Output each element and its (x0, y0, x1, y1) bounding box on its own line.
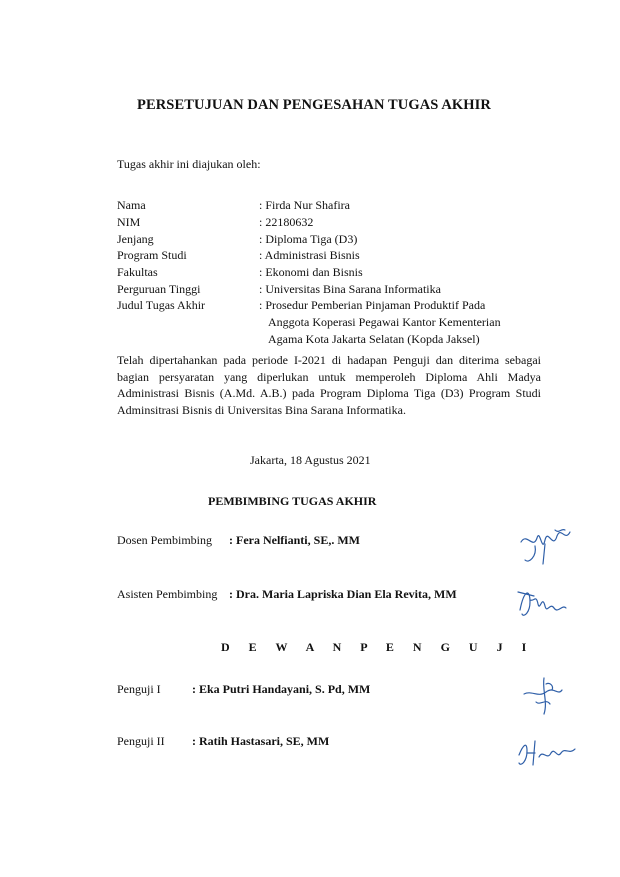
document-title: PERSETUJUAN DAN PENGESAHAN TUGAS AKHIR (137, 97, 492, 113)
assistant-supervisor-label: Asisten Pembimbing (117, 587, 218, 601)
paragraph-line: Adminsitrasi Bisnis di Universitas Bina Sarana Informatika. (117, 402, 406, 417)
examiner-name: : Eka Putri Handayani, S. Pd, MM (192, 682, 371, 696)
field-value-nama: : Firda Nur Shafira (259, 198, 350, 212)
field-label-judul: Judul Tugas Akhir (117, 298, 206, 312)
field-value-judul: : Prosedur Pemberian Pinjaman Produktif Pada (259, 298, 486, 312)
field-value-perguruan-tinggi: : Universitas Bina Sarana Informatika (259, 282, 441, 296)
examiner-heading: D E W A N P E N G U J I (221, 640, 530, 654)
supervisor-heading: PEMBIMBING TUGAS AKHIR (208, 494, 377, 508)
examiner-label: Penguji I (117, 682, 161, 696)
field-label-fakultas: Fakultas (117, 265, 158, 279)
date-place: Jakarta, 18 Agustus 2021 (250, 453, 371, 467)
field-label-nama: Nama (117, 198, 146, 212)
supervisor-label: Dosen Pembimbing (117, 533, 212, 547)
paragraph-line: Administrasi Bisnis (A.Md. A.B.) pada Program Diploma Tiga (D3) Program Studi (117, 386, 541, 400)
paragraph-line: Telah dipertahankan pada periode I-2021 di hadapan Penguji dan diterima sebagai (117, 353, 541, 367)
supervisor-signature (515, 520, 575, 570)
field-value-nim: : 22180632 (259, 215, 314, 229)
supervisor-name: : Fera Nelfianti, SE,. MM (229, 533, 360, 547)
field-value-program-studi: : Administrasi Bisnis (259, 248, 360, 262)
assistant-supervisor-name: : Dra. Maria Lapriska Dian Ela Revita, MM (229, 587, 457, 601)
field-value-fakultas: : Ekonomi dan Bisnis (259, 265, 363, 279)
examiner-name: : Ratih Hastasari, SE, MM (192, 734, 330, 748)
field-label-jenjang: Jenjang (117, 232, 154, 246)
examiner-one-signature (518, 672, 568, 720)
judul-continuation-line: Anggota Koperasi Pegawai Kantor Kementerian (268, 315, 501, 329)
examiner-two-signature (513, 735, 579, 771)
intro-text: Tugas akhir ini diajukan oleh: (117, 157, 261, 171)
field-value-jenjang: : Diploma Tiga (D3) (259, 232, 358, 246)
examiner-label: Penguji II (117, 734, 165, 748)
field-label-program-studi: Program Studi (117, 248, 187, 262)
paragraph-line: bagian persyaratan yang diperlukan untuk memperoleh Diploma Ahli Madya (117, 369, 541, 384)
judul-continuation-line: Agama Kota Jakarta Selatan (Kopda Jaksel) (268, 332, 480, 346)
field-label-perguruan-tinggi: Perguruan Tinggi (117, 282, 201, 296)
approval-paragraph (117, 352, 541, 418)
field-label-nim: NIM (117, 215, 141, 229)
assistant-supervisor-signature (512, 580, 572, 626)
